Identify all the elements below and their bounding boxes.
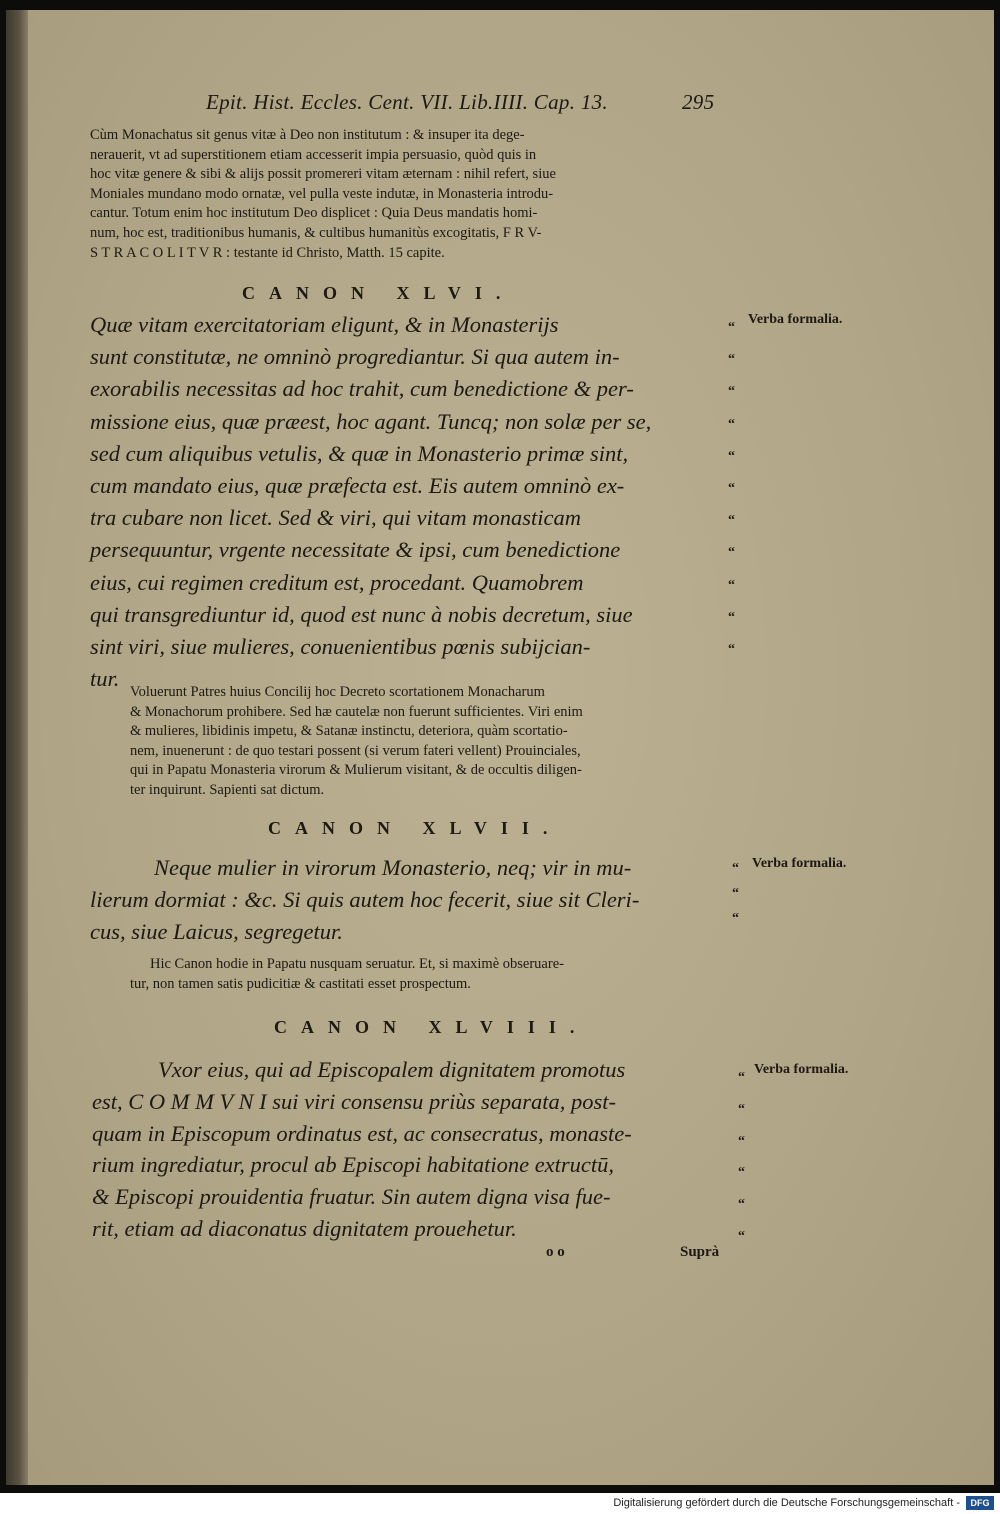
quote-mark: “	[728, 448, 735, 464]
canon-47-commentary	[130, 955, 564, 994]
dfg-logo[interactable]: DFG	[966, 1496, 994, 1510]
quote-mark: “	[738, 1070, 745, 1085]
intro-line: Moniales mundano modo ornatæ, vel pulla veste indutæ, in Monasteria introdu-	[90, 185, 554, 202]
commentary-line: nem, inuenerunt : de quo testari possent (si verum fateri vellent) Prouinciales,	[130, 742, 581, 759]
page-number: 295	[682, 90, 715, 114]
quote-mark: “	[738, 1101, 745, 1117]
book-spine	[6, 10, 28, 1485]
canon-line: est, C O M M V N I sui viri consensu priùs separata, post-	[92, 1088, 616, 1114]
quote-marks-47	[732, 856, 739, 931]
commentary-line: & Monachorum prohibere. Sed hæ cautelæ non fuerunt sufficientes. Viri enim	[130, 703, 583, 720]
book-scan	[6, 10, 994, 1485]
canon-line: persequuntur, vrgente necessitate & ipsi, cum benedictione	[90, 537, 621, 563]
canon-line: lierum dormiat : &c. Si quis autem hoc fecerit, siue sit Cleri-	[90, 887, 640, 912]
canon-line: eius, cui regimen creditum est, procedant. Quamobrem	[90, 569, 584, 595]
quote-mark: “	[728, 481, 735, 497]
canon-46-text	[90, 309, 651, 695]
quote-marks-48	[738, 1062, 745, 1253]
canon-line: tur.	[90, 666, 120, 692]
canon-46-heading: CANON XLVI.	[242, 283, 515, 303]
margin-note-46: Verba formalia.	[748, 312, 843, 327]
quote-mark: “	[732, 861, 739, 876]
canon-line: cus, siue Laicus, segregetur.	[90, 919, 343, 944]
canon-48-text	[92, 1054, 632, 1245]
quote-mark: “	[732, 911, 739, 926]
catchword: Suprà	[680, 1244, 720, 1260]
intro-line: Cùm Monachatus sit genus vitæ à Deo non institutum : & insuper ita dege-	[90, 127, 525, 143]
funding-credit: Digitalisierung gefördert durch die Deutsche Forschungsgemeinschaft -	[613, 1497, 960, 1509]
commentary-line: ter inquirunt. Sapienti sat dictum.	[130, 781, 325, 798]
footer-bar	[0, 1493, 1000, 1514]
canon-line: tra cubare non licet. Sed & viri, qui vitam monasticam	[90, 505, 581, 531]
canon-46-commentary	[130, 683, 583, 801]
canon-line: sunt constitutæ, ne omninò progrediantur. Si qua autem in-	[90, 344, 620, 370]
commentary-line: qui in Papatu Monasteria virorum & Mulierum visitant, & de occultis diligen-	[130, 762, 582, 779]
quote-mark: “	[728, 320, 735, 335]
quote-mark: “	[738, 1165, 745, 1181]
quote-mark: “	[738, 1228, 745, 1244]
commentary-line: tur, non tamen satis pudicitiæ & castitati esset prospectum.	[130, 975, 471, 992]
canon-line: & Episcopi prouidentia fruatur. Sin autem digna visa fue-	[92, 1184, 611, 1210]
canon-line: quam in Episcopum ordinatus est, ac consecratus, monaste-	[92, 1120, 632, 1146]
intro-paragraph	[90, 126, 556, 263]
canon-line: exorabilis necessitas ad hoc trahit, cum benedictione & per-	[90, 376, 634, 402]
intro-line: cantur. Totum enim hoc institutum Deo displicet : Quia Deus mandatis homi-	[90, 205, 538, 222]
canon-line: Neque mulier in virorum Monasterio, neq; vir in mu-	[154, 855, 632, 880]
canon-line: cum mandato eius, quæ præfecta est. Eis autem omninò ex-	[90, 473, 625, 499]
canon-47-heading: CANON XLVII.	[268, 818, 562, 838]
quote-mark: “	[738, 1133, 745, 1149]
quote-marks-46	[728, 312, 735, 666]
quote-mark: “	[728, 642, 735, 658]
canon-line: rium ingrediatur, procul ab Episcopi habitatione extructū,	[92, 1152, 615, 1178]
quote-mark: “	[728, 352, 735, 368]
quote-mark: “	[728, 545, 735, 561]
commentary-line: Voluerunt Patres huius Concilij hoc Decreto scortationem Monacharum	[130, 684, 545, 700]
canon-line: Vxor eius, qui ad Episcopalem dignitatem promotus	[158, 1057, 626, 1082]
quote-mark: “	[728, 609, 735, 625]
quote-mark: “	[728, 384, 735, 400]
quote-mark: “	[732, 886, 739, 901]
commentary-line: & mulieres, libidinis impetu, & Satanæ instinctu, deteriora, quàm scortatio-	[130, 723, 568, 740]
canon-line: sint viri, siue mulieres, conuenientibus pœnis subijcian-	[90, 634, 591, 660]
canon-line: rit, etiam ad diaconatus dignitatem prouehetur.	[92, 1215, 517, 1241]
quote-mark: “	[728, 577, 735, 593]
running-title: Epit. Hist. Eccles. Cent. VII. Lib.IIII. Cap. 13.	[206, 90, 608, 114]
margin-note-48: Verba formalia.	[754, 1062, 849, 1077]
quote-mark: “	[728, 513, 735, 529]
intro-line: S T R A C O L I T V R : testante id Christo, Matth. 15 capite.	[90, 244, 445, 261]
intro-line: nerauerit, vt ad superstitionem etiam accesserit impia persuasio, quòd quis in	[90, 146, 537, 163]
quote-mark: “	[728, 416, 735, 432]
canon-47-text	[90, 852, 640, 948]
canon-line: missione eius, quæ præest, hoc agant. Tuncq; non solæ per se,	[90, 408, 652, 434]
intro-line: hoc vitæ genere & sibi & alijs possit promereri vitam æternam : nihil refert, siue	[90, 166, 556, 183]
signature-mark: o o	[546, 1244, 565, 1260]
intro-line: num, hoc est, traditionibus humanis, & cultibus humanitùs excogitatis, F R V-	[90, 224, 542, 241]
quote-mark: “	[738, 1197, 745, 1213]
commentary-line: Hic Canon hodie in Papatu nusquam seruatur. Et, si maximè obseruare-	[150, 956, 564, 972]
book-page	[46, 30, 994, 1480]
margin-note-47: Verba formalia.	[752, 856, 847, 871]
canon-48-heading: CANON XLVIII.	[274, 1017, 589, 1037]
canon-line: Quæ vitam exercitatoriam eligunt, & in Monasterijs	[90, 312, 559, 337]
canon-line: qui transgrediuntur id, quod est nunc à nobis decretum, siue	[90, 601, 633, 627]
canon-line: sed cum aliquibus vetulis, & quæ in Monasterio primæ sint,	[90, 440, 629, 466]
